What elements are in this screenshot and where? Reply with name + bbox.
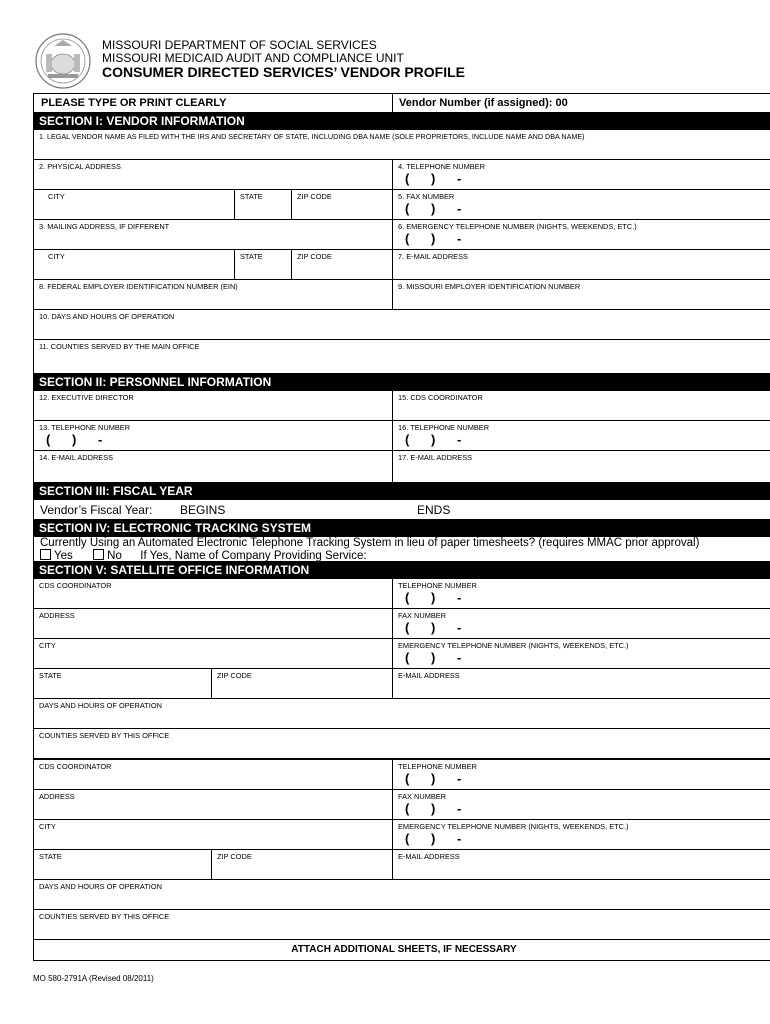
sat1-zip-field[interactable]	[211, 669, 392, 698]
company-name-label: If Yes, Name of Company Providing Service:	[140, 550, 367, 562]
mailing-address-field[interactable]	[34, 220, 392, 249]
section-2-header: SECTION II: PERSONNEL INFORMATION	[33, 374, 770, 391]
cds-coordinator-label: CDS COORDINATOR	[39, 581, 112, 590]
sat2-city-field[interactable]	[34, 820, 392, 849]
telephone-label: TELEPHONE NUMBER	[398, 581, 477, 590]
counties-label: COUNTIES SERVED BY THIS OFFICE	[39, 912, 170, 921]
city-field[interactable]	[34, 190, 234, 219]
phone-mask: ( ) -	[405, 650, 462, 665]
mailing-zip-field[interactable]	[291, 250, 392, 279]
section-4-header: SECTION IV: ELECTRONIC TRACKING SYSTEM	[33, 520, 770, 537]
attach-note: ATTACH ADDITIONAL SHEETS, IF NECESSARY	[291, 944, 517, 955]
zip-label: ZIP CODE	[217, 852, 252, 861]
phone-mask: ( ) -	[405, 801, 462, 816]
emergency-phone-label: EMERGENCY TELEPHONE NUMBER (NIGHTS, WEEKENDS, ETC.)	[398, 641, 629, 650]
fiscal-year-label: Vendor’s Fiscal Year:	[40, 503, 153, 517]
sat2-zip-field[interactable]	[211, 850, 392, 879]
counties-label: COUNTIES SERVED BY THIS OFFICE	[39, 731, 170, 740]
sat2-emergency-field[interactable]	[392, 820, 770, 849]
exec-email-label: 14. E-MAIL ADDRESS	[39, 453, 114, 462]
sat1-state-field[interactable]	[34, 669, 211, 698]
telephone-label: TELEPHONE NUMBER	[398, 762, 477, 771]
form-number: MO 580-2791A (Revised 08/2011)	[33, 974, 154, 983]
sat2-state-field[interactable]	[34, 850, 211, 879]
sat2-email-field[interactable]	[392, 850, 770, 879]
exec-telephone-field[interactable]	[34, 421, 392, 450]
phone-mask: ( ) -	[405, 831, 462, 846]
sat2-address-field[interactable]	[34, 790, 392, 819]
sat2-telephone-field[interactable]	[392, 760, 770, 789]
address-label: ADDRESS	[39, 611, 75, 620]
email-label: E-MAIL ADDRESS	[398, 671, 460, 680]
fax-label: FAX NUMBER	[398, 792, 447, 801]
state-label: STATE	[39, 852, 62, 861]
sat1-cds-coordinator-field[interactable]	[34, 579, 392, 608]
fiscal-year-row[interactable]	[33, 500, 770, 520]
sat2-counties-field[interactable]	[33, 910, 770, 940]
yes-checkbox[interactable]	[40, 549, 51, 560]
sat2-days-hours-field[interactable]	[33, 880, 770, 910]
ends-label: ENDS	[417, 503, 451, 517]
days-hours-label: DAYS AND HOURS OF OPERATION	[39, 701, 162, 710]
sat1-days-hours-field[interactable]	[33, 699, 770, 729]
tracking-system-row	[33, 537, 770, 562]
state-label: STATE	[240, 252, 263, 261]
city-label: CITY	[48, 252, 65, 261]
vendor-number-field[interactable]	[392, 94, 770, 112]
section-5-header: SECTION V: SATELLITE OFFICE INFORMATION	[33, 562, 770, 579]
fax-label: 5. FAX NUMBER	[398, 192, 455, 201]
fax-label: FAX NUMBER	[398, 611, 447, 620]
form-title: CONSUMER DIRECTED SERVICES’ VENDOR PROFILE	[102, 64, 466, 80]
no-checkbox[interactable]	[93, 549, 104, 560]
state-label: STATE	[240, 192, 263, 201]
missouri-employer-id-field[interactable]	[392, 280, 770, 309]
legal-name-label: 1. LEGAL VENDOR NAME AS FILED WITH THE IRS AND SECRETARY OF STATE, INCLUDING DBA NAME (SOLE PROPRIETORS, INCLUDE NAME AND DBA NAME)	[39, 132, 585, 141]
exec-telephone-label: 13. TELEPHONE NUMBER	[39, 423, 131, 432]
emergency-phone-label: 6. EMERGENCY TELEPHONE NUMBER (NIGHTS, WEEKENDS, ETC.)	[398, 222, 637, 231]
state-field[interactable]	[234, 190, 291, 219]
executive-director-label: 12. EXECUTIVE DIRECTOR	[39, 393, 134, 402]
zip-label: ZIP CODE	[297, 192, 332, 201]
sat2-cds-coordinator-field[interactable]	[34, 760, 392, 789]
executive-director-field[interactable]	[34, 391, 392, 420]
sat1-fax-field[interactable]	[392, 609, 770, 638]
no-label: No	[107, 550, 122, 562]
state-label: STATE	[39, 671, 62, 680]
print-instruction: PLEASE TYPE OR PRINT CLEARLY	[41, 97, 227, 109]
emergency-phone-label: EMERGENCY TELEPHONE NUMBER (NIGHTS, WEEKENDS, ETC.)	[398, 822, 629, 831]
phone-mask: ( ) -	[405, 231, 462, 246]
phone-mask: ( ) -	[405, 590, 462, 605]
counties-label: 11. COUNTIES SERVED BY THE MAIN OFFICE	[39, 342, 200, 351]
phone-mask: ( ) -	[405, 771, 462, 786]
cds-email-label: 17. E-MAIL ADDRESS	[398, 453, 473, 462]
city-label: CITY	[39, 822, 56, 831]
fein-field[interactable]	[34, 280, 392, 309]
cds-telephone-field[interactable]	[392, 421, 770, 450]
telephone-label: 4. TELEPHONE NUMBER	[398, 162, 485, 171]
sat1-address-field[interactable]	[34, 609, 392, 638]
mailing-city-field[interactable]	[34, 250, 234, 279]
physical-address-field[interactable]	[34, 160, 392, 189]
fein-label: 8. FEDERAL EMPLOYER IDENTIFICATION NUMBER (EIN)	[39, 282, 238, 291]
sat1-counties-field[interactable]	[33, 729, 770, 760]
exec-email-field[interactable]	[34, 451, 392, 482]
legal-name-field[interactable]	[33, 130, 770, 160]
sat2-fax-field[interactable]	[392, 790, 770, 819]
sat1-telephone-field[interactable]	[392, 579, 770, 608]
top-row	[33, 93, 770, 113]
vendor-number-label: Vendor Number (if assigned): 00	[399, 97, 568, 109]
phone-mask: ( ) -	[405, 171, 462, 186]
emergency-phone-field[interactable]	[392, 220, 770, 249]
days-hours-field[interactable]	[33, 310, 770, 340]
zip-label: ZIP CODE	[217, 671, 252, 680]
tracking-question: Currently Using an Automated Electronic Telephone Tracking System in lieu of paper timesheets? (requires MMAC prior approval)	[40, 537, 700, 549]
email-label: E-MAIL ADDRESS	[398, 852, 460, 861]
zip-label: ZIP CODE	[297, 252, 332, 261]
phone-mask: ( ) -	[405, 432, 462, 447]
sat1-emergency-field[interactable]	[392, 639, 770, 668]
cds-email-field[interactable]	[392, 451, 770, 482]
mailing-address-label: 3. MAILING ADDRESS, IF DIFFERENT	[39, 222, 170, 231]
tracking-options	[40, 549, 367, 562]
fax-field[interactable]	[392, 190, 770, 219]
address-label: ADDRESS	[39, 792, 75, 801]
email-field[interactable]	[392, 250, 770, 279]
begins-label: BEGINS	[180, 503, 226, 517]
mailing-state-field[interactable]	[234, 250, 291, 279]
missouri-employer-id-label: 9. MISSOURI EMPLOYER IDENTIFICATION NUMBER	[398, 282, 581, 291]
vendor-profile-form	[33, 93, 770, 961]
sat1-email-field[interactable]	[392, 669, 770, 698]
phone-mask: ( ) -	[405, 201, 462, 216]
cds-coordinator-field[interactable]	[392, 391, 770, 420]
days-hours-label: DAYS AND HOURS OF OPERATION	[39, 882, 162, 891]
days-hours-label: 10. DAYS AND HOURS OF OPERATION	[39, 312, 175, 321]
cds-coordinator-label: CDS COORDINATOR	[39, 762, 112, 771]
physical-address-label: 2. PHYSICAL ADDRESS	[39, 162, 121, 171]
attach-note-row	[33, 940, 770, 961]
state-seal-logo	[34, 32, 92, 90]
counties-field[interactable]	[33, 340, 770, 374]
cds-coordinator-label: 15. CDS COORDINATOR	[398, 393, 483, 402]
yes-label: Yes	[54, 550, 73, 562]
email-label: 7. E-MAIL ADDRESS	[398, 252, 468, 261]
zip-field[interactable]	[291, 190, 392, 219]
city-label: CITY	[39, 641, 56, 650]
phone-mask: ( ) -	[405, 620, 462, 635]
phone-mask: ( ) -	[46, 432, 103, 447]
section-3-header: SECTION III: FISCAL YEAR	[33, 483, 770, 500]
sat1-city-field[interactable]	[34, 639, 392, 668]
department-name: MISSOURI DEPARTMENT OF SOCIAL SERVICES	[102, 38, 377, 52]
telephone-field[interactable]	[392, 160, 770, 189]
unit-name: MISSOURI MEDICAID AUDIT AND COMPLIANCE UNIT	[102, 51, 404, 65]
section-1-header: SECTION I: VENDOR INFORMATION	[33, 113, 770, 130]
city-label: CITY	[48, 192, 65, 201]
cds-telephone-label: 16. TELEPHONE NUMBER	[398, 423, 490, 432]
